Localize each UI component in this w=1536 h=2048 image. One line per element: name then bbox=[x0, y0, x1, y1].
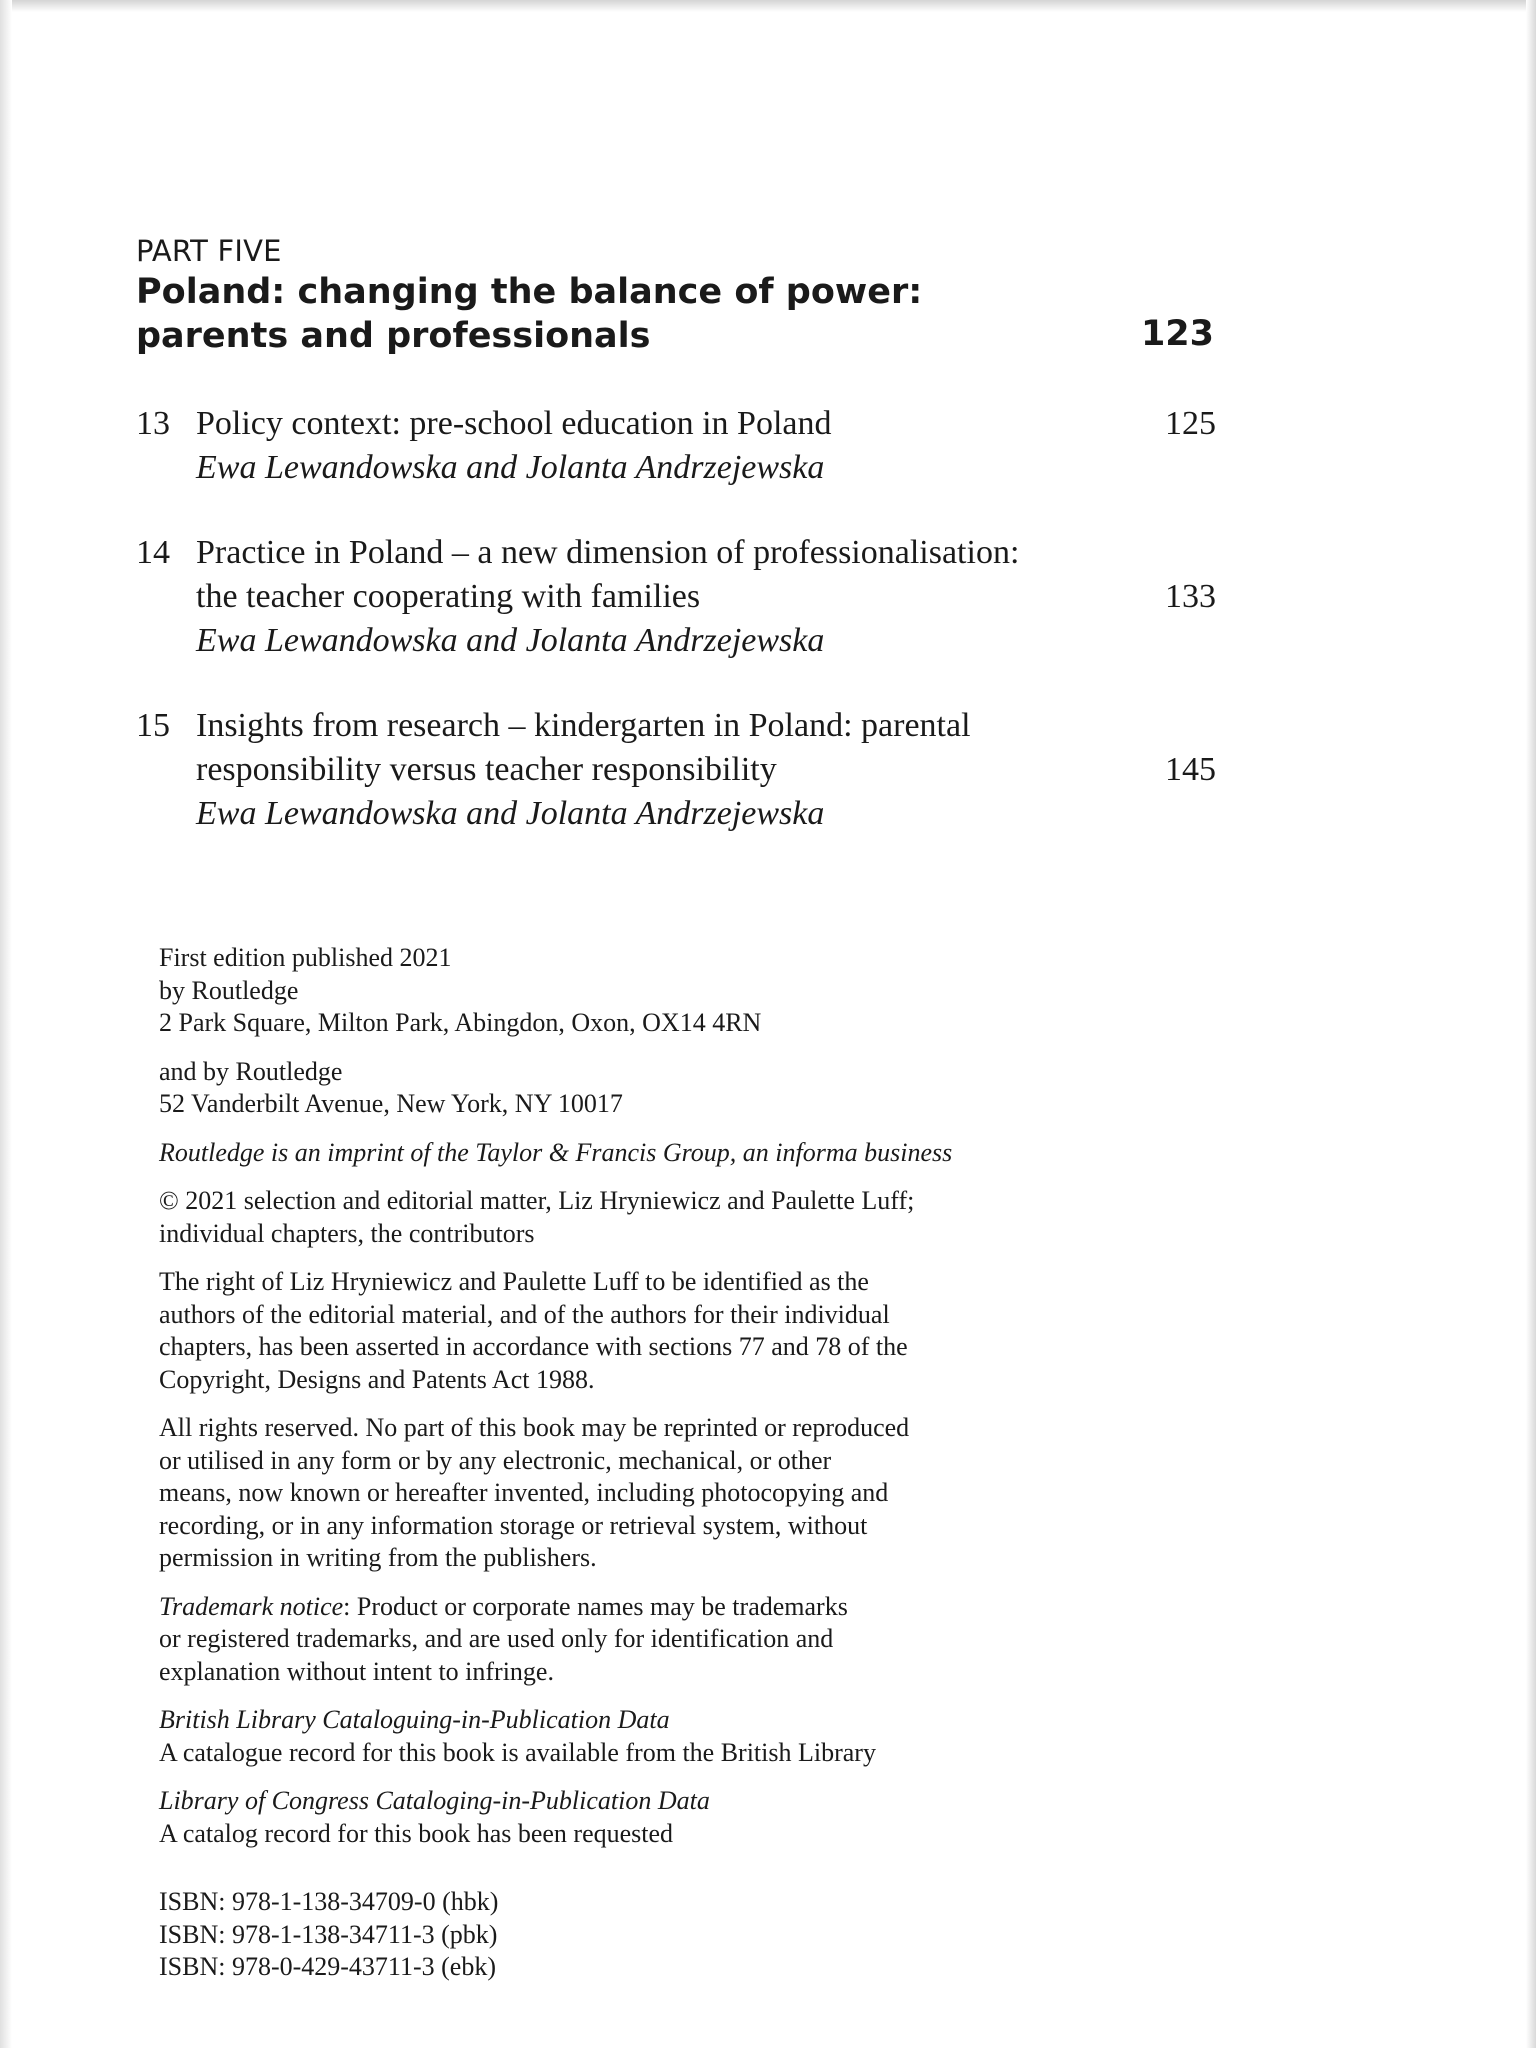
isbn-list bbox=[159, 1886, 1059, 1984]
chapter-authors: Ewa Lewandowska and Jolanta Andrzejewska bbox=[196, 795, 825, 832]
imprint-line: All rights reserved. No part of this book may be reprinted or reproduced bbox=[159, 1413, 910, 1442]
cip-text: A catalog record for this book has been requested bbox=[159, 1818, 674, 1848]
chapter-title bbox=[196, 704, 1136, 836]
chapter-title-line: responsibility versus teacher responsibility bbox=[196, 751, 777, 788]
british-library-cip bbox=[159, 1704, 1059, 1769]
copyright-notice bbox=[159, 1185, 1059, 1250]
imprint-line: First edition published 2021 bbox=[159, 943, 452, 972]
rights-reserved-notice bbox=[159, 1412, 1059, 1575]
chapter-title-line: the teacher cooperating with families bbox=[196, 578, 701, 615]
isbn-line: ISBN: 978-1-138-34711-3 (pbk) bbox=[159, 1919, 498, 1949]
chapter-number: 15 bbox=[136, 707, 170, 744]
chapter-authors: Ewa Lewandowska and Jolanta Andrzejewska bbox=[196, 622, 825, 659]
chapter-page-number: 145 bbox=[1165, 751, 1216, 788]
imprint-line: by Routledge bbox=[159, 975, 299, 1005]
trademark-text: : Product or corporate names may be trademarks bbox=[343, 1591, 848, 1621]
page-left-edge bbox=[0, 0, 12, 2048]
imprint-line bbox=[159, 1591, 1059, 1624]
imprint-line: Copyright, Designs and Patents Act 1988. bbox=[159, 1364, 595, 1394]
part-title-line-1: Poland: changing the balance of power: bbox=[136, 272, 923, 312]
page-top-shadow bbox=[0, 0, 1536, 12]
cip-heading: Library of Congress Cataloging-in-Publication Data bbox=[159, 1786, 710, 1815]
library-of-congress-cip bbox=[159, 1785, 1059, 1850]
trademark-notice bbox=[159, 1591, 1059, 1689]
chapter-number: 13 bbox=[136, 405, 170, 442]
us-publication-info bbox=[159, 1056, 1059, 1121]
imprint-note bbox=[159, 1137, 1059, 1170]
chapter-title bbox=[196, 402, 1136, 490]
publication-info bbox=[159, 942, 1059, 1040]
part-title-line-2: parents and professionals bbox=[136, 316, 651, 356]
imprint-line: © 2021 selection and editorial matter, Liz Hryniewicz and Paulette Luff; bbox=[159, 1186, 915, 1215]
trademark-label: Trademark notice bbox=[159, 1591, 344, 1621]
chapter-title-line: Policy context: pre-school education in Poland bbox=[196, 405, 832, 442]
imprint-line: and by Routledge bbox=[159, 1056, 343, 1086]
imprint-line: recording, or in any information storage or retrieval system, without bbox=[159, 1510, 868, 1540]
chapter-page-number: 125 bbox=[1165, 405, 1216, 442]
imprint-block bbox=[159, 942, 1059, 1984]
part-title bbox=[136, 270, 1036, 358]
imprint-line: individual chapters, the contributors bbox=[159, 1218, 535, 1248]
page-right-shadow bbox=[1526, 0, 1536, 2048]
imprint-line: or utilised in any form or by any electronic, mechanical, or other bbox=[159, 1445, 832, 1475]
moral-rights-notice bbox=[159, 1266, 1059, 1396]
imprint-line: 2 Park Square, Milton Park, Abingdon, Oxon, OX14 4RN bbox=[159, 1008, 762, 1037]
isbn-line: ISBN: 978-1-138-34709-0 (hbk) bbox=[159, 1887, 499, 1916]
chapter-title bbox=[196, 531, 1136, 663]
imprint-line: chapters, has been asserted in accordance with sections 77 and 78 of the bbox=[159, 1332, 908, 1361]
imprint-line: The right of Liz Hryniewicz and Paulette Luff to be identified as the bbox=[159, 1267, 869, 1296]
cip-heading: British Library Cataloguing-in-Publication Data bbox=[159, 1705, 670, 1734]
cip-text: A catalogue record for this book is available from the British Library bbox=[159, 1737, 876, 1767]
imprint-line: means, now known or hereafter invented, including photocopying and bbox=[159, 1478, 889, 1507]
part-page-number: 123 bbox=[1140, 314, 1214, 354]
part-label: PART FIVE bbox=[136, 234, 282, 268]
chapter-authors: Ewa Lewandowska and Jolanta Andrzejewska bbox=[196, 449, 825, 486]
chapter-page-number: 133 bbox=[1165, 578, 1216, 615]
imprint-line: 52 Vanderbilt Avenue, New York, NY 10017 bbox=[159, 1089, 623, 1118]
imprint-line: or registered trademarks, and are used only for identification and bbox=[159, 1624, 834, 1653]
imprint-line: permission in writing from the publishers. bbox=[159, 1543, 597, 1572]
chapter-title-line: Insights from research – kindergarten in Poland: parental bbox=[196, 707, 971, 744]
imprint-line: Routledge is an imprint of the Taylor & Francis Group, an informa business bbox=[159, 1137, 953, 1167]
imprint-line: authors of the editorial material, and of the authors for their individual bbox=[159, 1299, 890, 1329]
chapter-title-line: Practice in Poland – a new dimension of professionalisation: bbox=[196, 534, 1020, 571]
imprint-line: explanation without intent to infringe. bbox=[159, 1656, 554, 1686]
isbn-line: ISBN: 978-0-429-43711-3 (ebk) bbox=[159, 1952, 496, 1981]
chapter-number: 14 bbox=[136, 534, 170, 571]
